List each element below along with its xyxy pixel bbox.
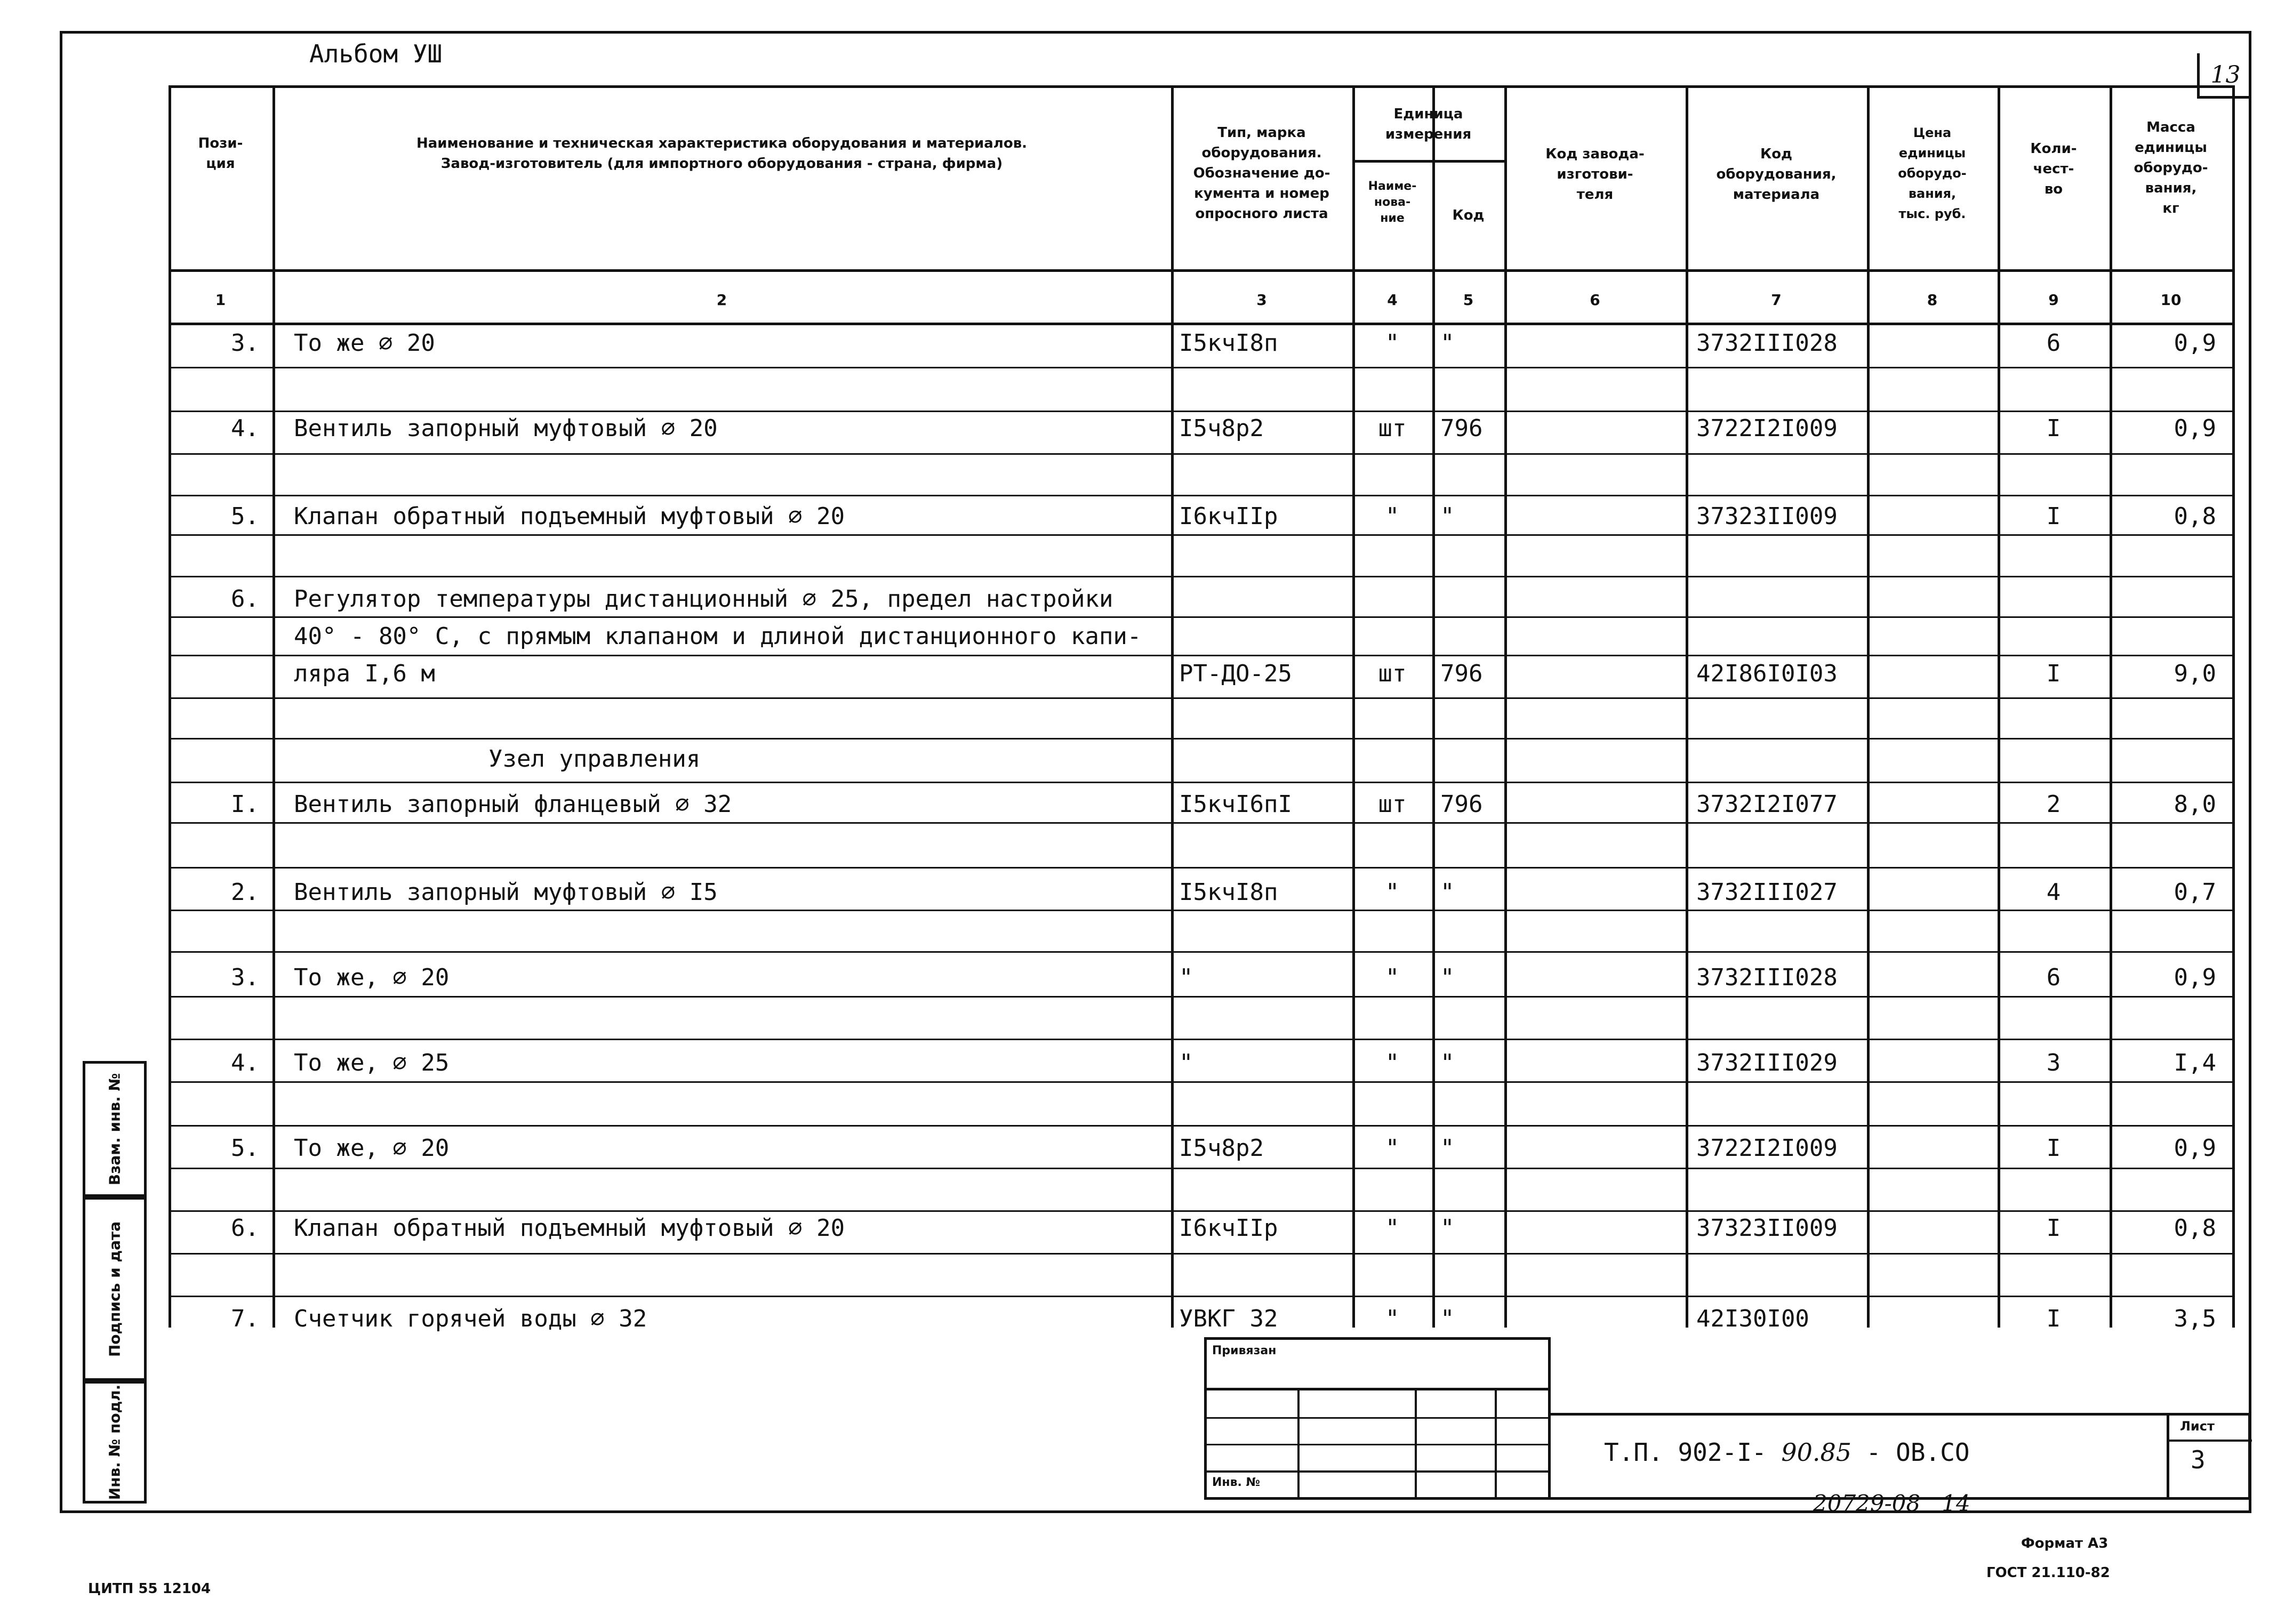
side-label: Инв. № подл.: [106, 1384, 124, 1500]
col-number: 8: [1927, 291, 1938, 309]
side-label: Взам. инв. №: [106, 1073, 124, 1185]
cell-mass: 0,8: [2174, 503, 2216, 530]
cell-type: I5кчI8п: [1179, 879, 1278, 906]
cell-pos: 5.: [231, 503, 259, 530]
title-prefix: Т.П. 902-I-: [1604, 1438, 1767, 1467]
cell-pos: I.: [231, 791, 259, 818]
cell-name: То же, ∅ 25: [294, 1049, 450, 1076]
cell-mass: 0,9: [2174, 1135, 2216, 1162]
cell-pos: 2.: [231, 879, 259, 906]
cell-unit: ": [1385, 964, 1400, 991]
cell-mat: 3732III028: [1696, 964, 1838, 991]
cell-qty: 2: [2046, 791, 2061, 818]
cell-code: ": [1440, 1135, 1455, 1162]
cell-type: УВКГ 32: [1179, 1305, 1278, 1332]
handwritten-code: 20729-08 14: [1813, 1490, 1970, 1516]
col-number: 5: [1463, 291, 1474, 309]
header-unit: Единица измерения: [1385, 106, 1472, 142]
header-quantity: Коли- чест- во: [2030, 141, 2077, 197]
cell-qty: I: [2046, 415, 2061, 442]
cell-pos: 4.: [231, 1049, 259, 1076]
header-price: Цена единицы оборудо- вания, тыс. руб.: [1898, 125, 1967, 221]
cell-name: Счетчик горячей воды ∅ 32: [294, 1305, 647, 1332]
cell-type: I5кчI8п: [1179, 329, 1278, 357]
cell-mat: 37323II009: [1696, 1215, 1838, 1242]
header-name: Наименование и техническая характеристика оборудования и материалов. Завод-изготовитель (для импортного оборудования - страна, фирма): [416, 135, 1028, 172]
cell-unit: шт: [1378, 660, 1407, 687]
cell-unit: ": [1385, 329, 1400, 357]
cell-type: I6кчIIр: [1179, 503, 1278, 530]
cell-qty: I: [2046, 1135, 2061, 1162]
cell-type: ": [1179, 964, 1193, 991]
cell-qty: 6: [2046, 964, 2061, 991]
cell-unit: шт: [1378, 791, 1407, 818]
title-handwritten: 90.85: [1781, 1438, 1852, 1467]
cell-unit: ": [1385, 503, 1400, 530]
cell-type: I5ч8р2: [1179, 1135, 1264, 1162]
side-replaced-inv: [83, 1061, 147, 1197]
cell-code: ": [1440, 503, 1455, 530]
cell-code: 796: [1440, 415, 1483, 442]
cell-qty: I: [2046, 1215, 2061, 1242]
col-number: 6: [1590, 291, 1600, 309]
cell-mat: 42I86I0I03: [1696, 660, 1838, 687]
cell-qty: 4: [2046, 879, 2061, 906]
cell-qty: 3: [2046, 1049, 2061, 1076]
cell-code: ": [1440, 964, 1455, 991]
sheet-label: Лист: [2180, 1419, 2215, 1434]
cell-code: 796: [1440, 660, 1483, 687]
cell-mat: 3732I2I077: [1696, 791, 1838, 818]
side-signature-date: [83, 1197, 147, 1381]
cell-pos: 5.: [231, 1135, 259, 1162]
cell-code: ": [1440, 1305, 1455, 1332]
cell-qty: I: [2046, 1305, 2061, 1332]
cell-mass: 0,9: [2174, 415, 2216, 442]
title-block: [1548, 1413, 2251, 1500]
cell-mass: 0,9: [2174, 329, 2216, 357]
cell-type: I5ч8р2: [1179, 415, 1264, 442]
cell-name: То же, ∅ 20: [294, 1135, 450, 1162]
cell-code: ": [1440, 1215, 1455, 1242]
cell-mat: 3722I2I009: [1696, 1135, 1838, 1162]
col-number: 7: [1771, 291, 1782, 309]
cell-name: Регулятор температуры дистанционный ∅ 25, предел настройки: [294, 585, 1113, 613]
cell-mass: 0,9: [2174, 964, 2216, 991]
stamp-attached-label: Привязан: [1212, 1344, 1277, 1357]
col-number: 2: [716, 291, 727, 309]
footer-gost: ГОСТ 21.110-82: [1986, 1565, 2110, 1581]
footer-format: Формат А3: [2021, 1535, 2108, 1551]
header-mass: Масса единицы оборудо- вания, кг: [2134, 119, 2208, 216]
col-number: 3: [1256, 291, 1267, 309]
cell-name: Вентиль запорный муфтовый ∅ I5: [294, 879, 718, 906]
header-unit-name: Наиме- нова- ние: [1368, 180, 1417, 225]
cell-name: Узел управления: [488, 745, 701, 773]
cell-mass: 3,5: [2174, 1305, 2216, 1332]
cell-unit: ": [1385, 1215, 1400, 1242]
col-number: 10: [2160, 291, 2182, 309]
col-number: 4: [1387, 291, 1398, 309]
cell-type: I6кчIIр: [1179, 1215, 1278, 1242]
cell-name: Клапан обратный подъемный муфтовый ∅ 20: [294, 503, 845, 530]
cell-mat: 3732III027: [1696, 879, 1838, 906]
cell-mass: I,4: [2174, 1049, 2216, 1076]
cell-mat: 37323II009: [1696, 503, 1838, 530]
cell-unit: ": [1385, 1135, 1400, 1162]
cell-mass: 0,8: [2174, 1215, 2216, 1242]
cell-qty: I: [2046, 503, 2061, 530]
cell-mat: 3732III028: [1696, 329, 1838, 357]
cell-qty: I: [2046, 660, 2061, 687]
cell-type: I5кчI6пI: [1179, 791, 1292, 818]
cell-pos: 7.: [231, 1305, 259, 1332]
cell-name: Клапан обратный подъемный муфтовый ∅ 20: [294, 1215, 845, 1242]
album-label: Альбом УШ: [309, 39, 443, 68]
cell-unit: ": [1385, 1305, 1400, 1332]
cell-unit: ": [1385, 879, 1400, 906]
header-material-code: Код оборудования, материала: [1716, 146, 1837, 203]
cell-mass: 0,7: [2174, 879, 2216, 906]
cell-code: 796: [1440, 791, 1483, 818]
side-original-inv: [83, 1381, 147, 1504]
cell-name: 40° - 80° С, с прямым клапаном и длиной дистанционного капи-: [294, 623, 1142, 650]
cell-pos: 4.: [231, 415, 259, 442]
cell-code: ": [1440, 879, 1455, 906]
cell-type: ": [1179, 1049, 1193, 1076]
cell-unit: ": [1385, 1049, 1400, 1076]
cell-name: То же ∅ 20: [294, 329, 435, 357]
header-plant-code: Код завода- изготови- теля: [1545, 146, 1645, 203]
col-number: 9: [2048, 291, 2059, 309]
cell-pos: 6.: [231, 1215, 259, 1242]
cell-code: ": [1440, 1049, 1455, 1076]
cell-qty: 6: [2046, 329, 2061, 357]
title-suffix: - ОВ.СО: [1866, 1438, 1970, 1467]
header-position: Пози- ция: [198, 135, 243, 172]
sheet-number: 3: [2191, 1445, 2206, 1474]
cell-type: РТ-ДО-25: [1179, 660, 1292, 687]
cell-mat: 3732III029: [1696, 1049, 1838, 1076]
specification-table: [169, 85, 2235, 1332]
cell-mass: 9,0: [2174, 660, 2216, 687]
col-number: 1: [215, 291, 226, 309]
stamp-grid: [1204, 1388, 1551, 1500]
corner-sheet-number: 13: [2197, 53, 2251, 99]
cell-mass: 8,0: [2174, 791, 2216, 818]
cell-name: То же, ∅ 20: [294, 964, 450, 991]
cell-mat: 42I30I00: [1696, 1305, 1809, 1332]
cell-mat: 3722I2I009: [1696, 415, 1838, 442]
cell-pos: 6.: [231, 585, 259, 613]
footer-left-code: ЦИТП 55 12104: [88, 1581, 211, 1597]
header-type: Тип, марка оборудования. Обозначение до- кумента и номер опросного листа: [1193, 125, 1330, 222]
cell-name: Вентиль запорный фланцевый ∅ 32: [294, 791, 732, 818]
stamp-inv-label: Инв. №: [1212, 1476, 1261, 1489]
cell-unit: шт: [1378, 415, 1407, 442]
document-title: [1604, 1438, 1970, 1467]
cell-code: ": [1440, 329, 1455, 357]
cell-pos: 3.: [231, 329, 259, 357]
side-label: Подпись и дата: [106, 1221, 124, 1357]
cell-pos: 3.: [231, 964, 259, 991]
cell-name: Вентиль запорный муфтовый ∅ 20: [294, 415, 718, 442]
cell-name: ляра I,6 м: [294, 660, 435, 687]
stamp-attached-box: [1204, 1337, 1551, 1390]
header-unit-code: Код: [1452, 207, 1485, 223]
